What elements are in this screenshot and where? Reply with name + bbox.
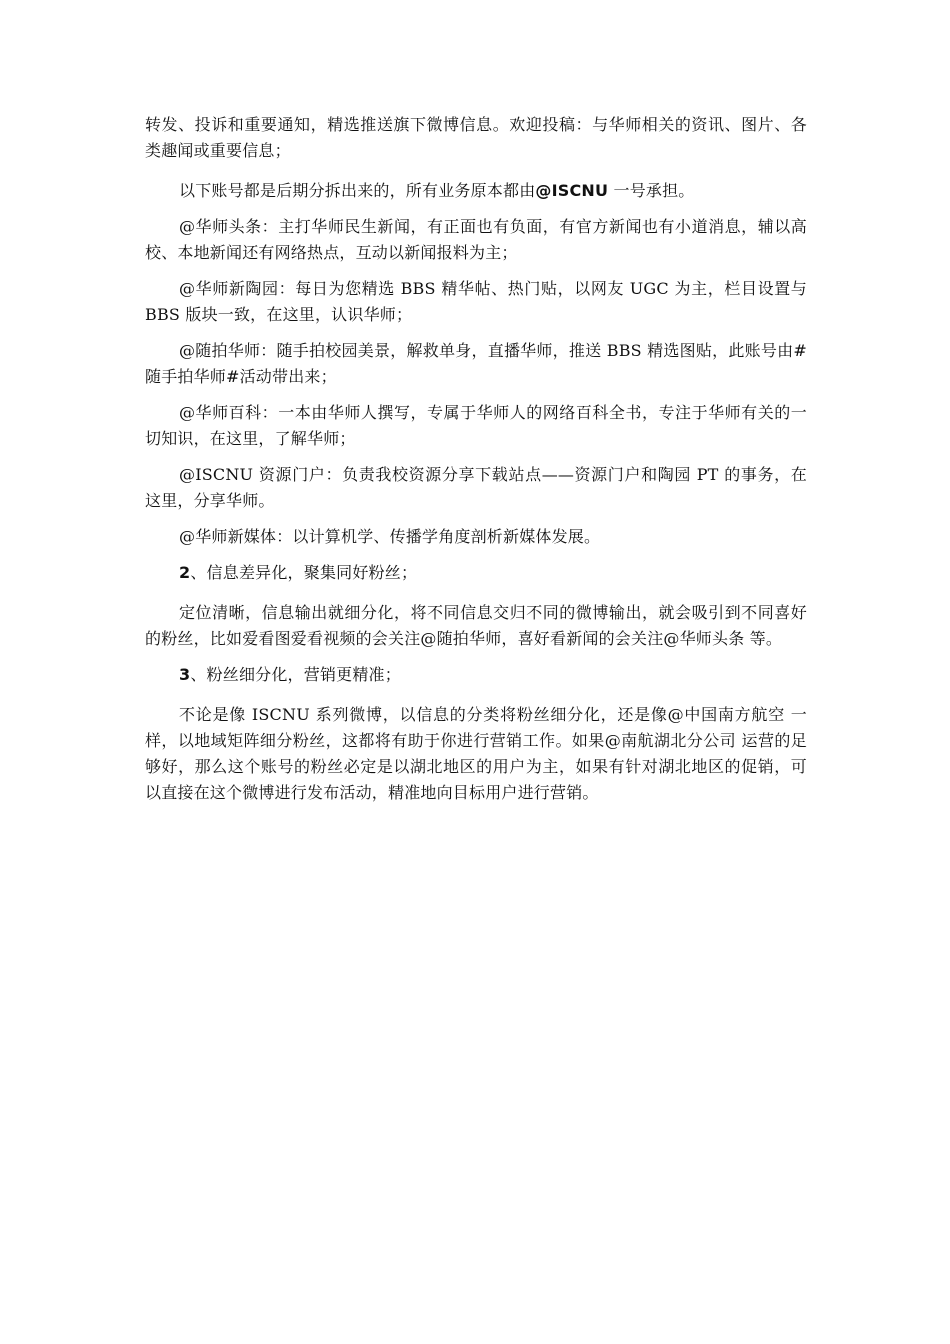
paragraph-huashi-toutiao: @华师头条：主打华师民生新闻，有正面也有负面，有官方新闻也有小道消息，辅以高校、本地新闻还有网络热点，互动以新闻报料为主； <box>145 217 807 262</box>
paragraph-iscnu-resources: @ISCNU 资源门户：负责我校资源分享下载站点——资源门户和陶园 PT 的事务，在这里，分享华师。 <box>145 465 807 510</box>
paragraph-intro-continued: 转发、投诉和重要通知，精选推送旗下微博信息。欢迎投稿：与华师相关的资讯、图片、各类趣闻或重要信息； <box>145 115 807 160</box>
paragraph-account-split-post: 一号承担。 <box>608 181 695 200</box>
section-heading-3-number: 3 <box>179 665 191 684</box>
paragraph-huashi-xinmeiti: @华师新媒体：以计算机学、传播学角度剖析新媒体发展。 <box>179 527 601 546</box>
paragraph-huashi-xintaoyuan: @华师新陶园：每日为您精选 BBS 精华帖、热门贴，以网友 UGC 为主，栏目设置与 BBS 版块一致，在这里，认识华师； <box>145 279 807 324</box>
paragraph-huashi-baike: @华师百科：一本由华师人撰写，专属于华师人的网络百科全书，专注于华师有关的一切知识，在这里，了解华师； <box>145 403 807 448</box>
section-heading-2 <box>145 560 807 586</box>
section-heading-3 <box>145 662 807 688</box>
section-heading-3-text: 、粉丝细分化，营销更精准； <box>190 665 401 684</box>
document-page <box>145 112 807 806</box>
section-heading-2-text: 、信息差异化，聚集同好粉丝； <box>190 563 418 582</box>
paragraph-account-split <box>145 178 807 204</box>
paragraph-suipai-huashi: @随拍华师：随手拍校园美景，解救单身，直播华师，推送 BBS 精选图贴，此账号由#随手拍华师#活动带出来； <box>145 341 807 386</box>
section-heading-2-number: 2 <box>179 563 191 582</box>
paragraph-account-split-pre: 以下账号都是后期分拆出来的，所有业务原本都由 <box>179 181 536 200</box>
iscnu-mention: @ISCNU <box>535 181 609 200</box>
paragraph-positioning: 定位清晰，信息输出就细分化，将不同信息交归不同的微博输出，就会吸引到不同喜好的粉丝，比如爱看图爱看视频的会关注@随拍华师，喜好看新闻的会关注@华师头条 等。 <box>145 603 807 648</box>
paragraph-fan-segmentation: 不论是像 ISCNU 系列微博，以信息的分类将粉丝细分化，还是像@中国南方航空 一样，以地域矩阵细分粉丝，这都将有助于你进行营销工作。如果@南航湖北分公司 运营的足够好，那么这个账号的粉丝必定是以湖北地区的用户为主，如果有针对湖北地区的促销，可以直接在这个微博进行发布活动，精准地向目标用户进行营销。 <box>145 705 807 802</box>
